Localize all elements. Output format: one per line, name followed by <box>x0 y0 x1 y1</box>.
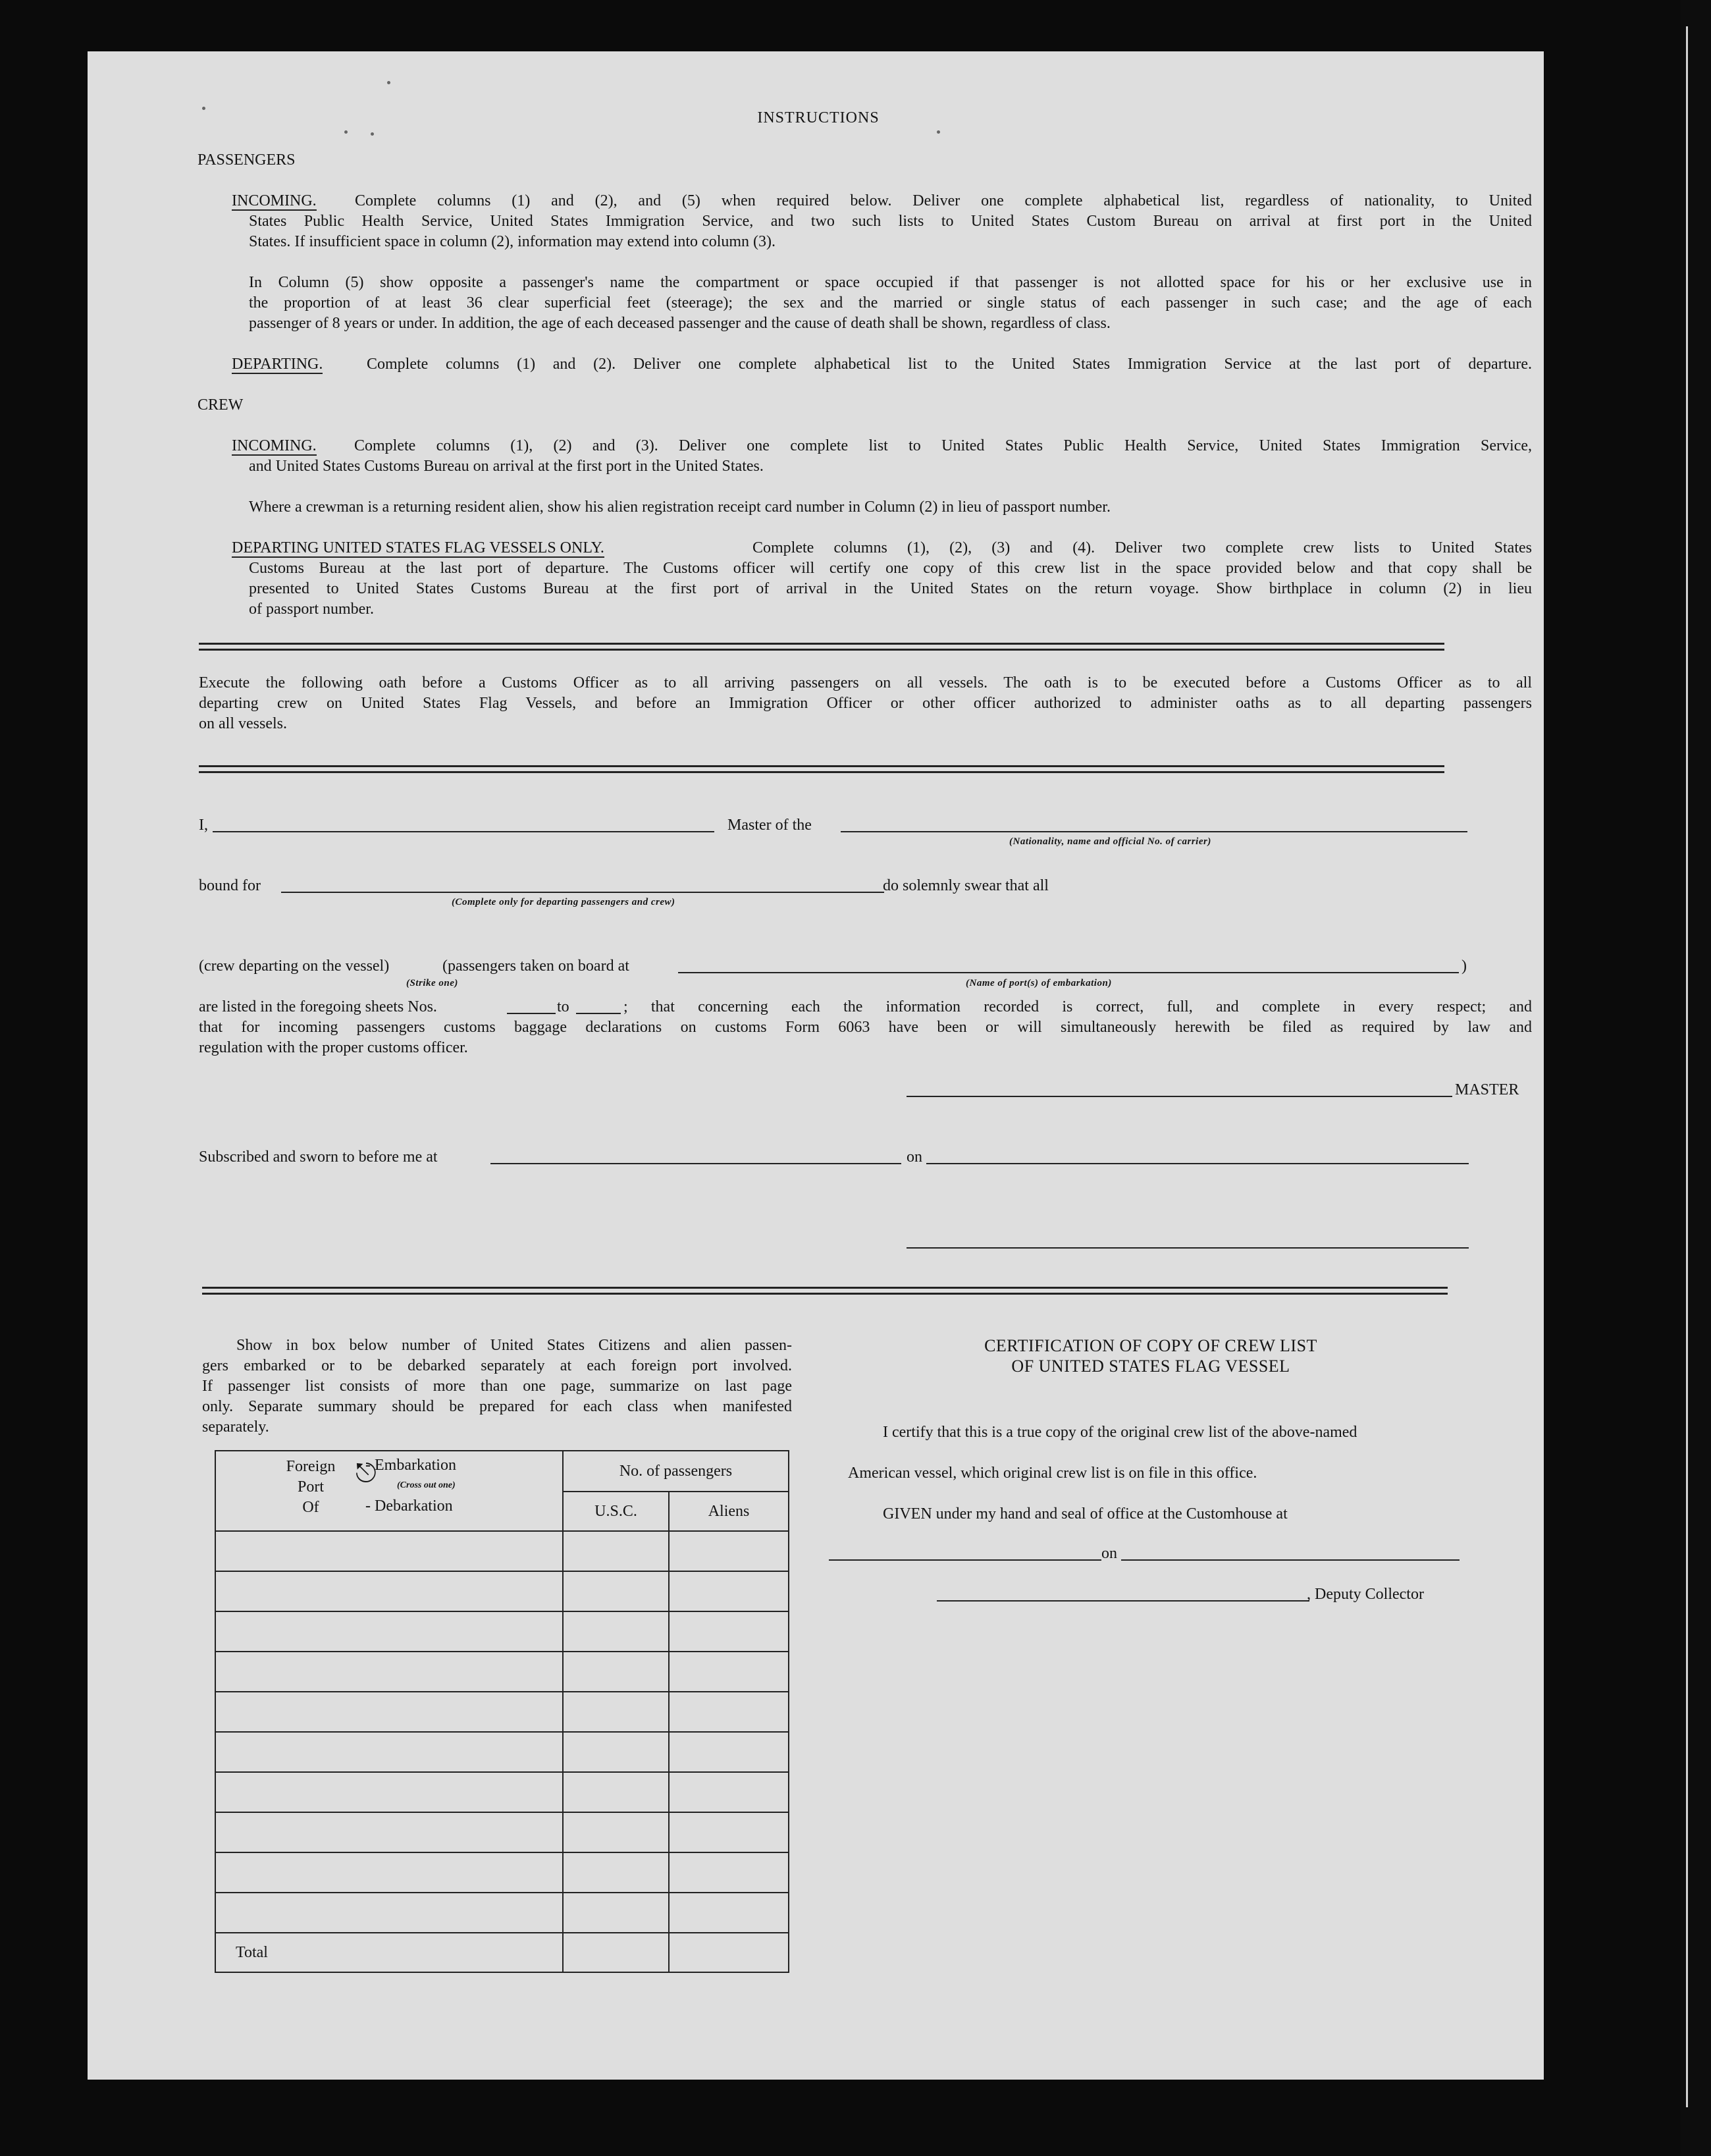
debarkation-option[interactable]: - Debarkation <box>365 1497 453 1515</box>
dust-speck <box>202 107 205 110</box>
carrier-line[interactable] <box>841 831 1467 832</box>
dust-speck <box>371 132 374 136</box>
officer-signature-line[interactable] <box>907 1247 1469 1249</box>
passenger-summary-table <box>215 1450 789 1973</box>
summary-instructions: only. Separate summary should be prepared for each class when manifested <box>202 1398 792 1415</box>
to-word: to <box>557 998 569 1015</box>
embarkation-option[interactable]: - Embarkation <box>365 1457 456 1474</box>
certification-text: GIVEN under my hand and seal of office at the Customhouse at <box>883 1505 1288 1523</box>
table-row <box>215 1893 789 1933</box>
crew-departing-option: (crew departing on the vessel) <box>199 957 390 975</box>
subscribed-text: Subscribed and sworn to before me at <box>199 1148 438 1166</box>
summary-instructions: gers embarked or to be debarked separately at each foreign port involved. <box>202 1357 792 1374</box>
certification-title: CERTIFICATION OF COPY OF CREW LIST <box>984 1336 1317 1355</box>
sworn-date-line[interactable] <box>926 1163 1469 1164</box>
film-edge-line <box>1686 26 1688 2107</box>
crew-incoming-text: Complete columns (1), (2) and (3). Deliver one complete list to United States Public Health Service, United States Immigration Service, <box>354 437 1532 454</box>
column5-text: the proportion of at least 36 clear superficial feet (steerage); the sex and the married or single status of each passenger in such case; and the age of each <box>249 294 1532 311</box>
oath-instructions: departing crew on United States Flag Vessels, and before an Immigration Officer or other officer authorized to administer oaths as to all departing passengers <box>199 695 1532 712</box>
crew-departing-text: Customs Bureau at the last port of departure. The Customs officer will certify one copy of this crew list in the space provided below and that copy shall be <box>249 560 1532 577</box>
port-cell[interactable] <box>215 1571 563 1611</box>
oath-i-label: I, <box>199 817 208 834</box>
crew-departing-label: DEPARTING UNITED STATES FLAG VESSELS ONLY. <box>232 539 604 556</box>
sworn-place-line[interactable] <box>490 1163 901 1164</box>
port-cell[interactable] <box>215 1852 563 1893</box>
sheet-from-line[interactable] <box>507 1013 556 1014</box>
double-rule <box>199 643 1444 651</box>
embarkation-port-line[interactable] <box>678 972 1459 973</box>
sheets-text: are listed in the foregoing sheets Nos. <box>199 998 437 1015</box>
port-cell[interactable] <box>215 1531 563 1571</box>
resident-alien-text: Where a crewman is a returning resident alien, show his alien registration receipt card number in Column (2) in lieu of passport number. <box>249 499 1111 516</box>
dust-speck <box>387 81 390 84</box>
usc-cell[interactable] <box>563 1772 669 1812</box>
form-page <box>88 51 1544 2080</box>
master-label: MASTER <box>1455 1081 1519 1098</box>
usc-cell[interactable] <box>563 1692 669 1732</box>
deputy-collector-label: , Deputy Collector <box>1307 1586 1424 1603</box>
table-row <box>215 1812 789 1852</box>
master-name-line[interactable] <box>213 831 714 832</box>
crew-incoming-text: and United States Customs Bureau on arrival at the first port in the United States. <box>249 458 764 475</box>
port-cell[interactable] <box>215 1732 563 1772</box>
aliens-cell[interactable] <box>669 1732 789 1772</box>
master-of-the-label: Master of the <box>727 817 812 834</box>
certification-text: I certify that this is a true copy of the original crew list of the above-named <box>883 1424 1357 1441</box>
usc-header: U.S.C. <box>563 1492 669 1531</box>
bound-for-label: bound for <box>199 877 261 894</box>
sheets-text: regulation with the proper customs officer. <box>199 1039 468 1056</box>
crew-departing-text: Complete columns (1), (2), (3) and (4). Deliver two complete crew lists to United States <box>752 539 1532 556</box>
aliens-cell[interactable] <box>669 1571 789 1611</box>
port-cell[interactable] <box>215 1652 563 1692</box>
column5-text: In Column (5) show opposite a passenger's name the compartment or space occupied if that passenger is not allotted space for his or her exclusive use in <box>249 274 1532 291</box>
no-of-passengers-header: No. of passengers <box>563 1451 789 1492</box>
master-signature-line[interactable] <box>907 1096 1452 1097</box>
passengers-departing-text: Complete columns (1) and (2). Deliver one complete alphabetical list to the United States Immigration Service at the last port of departure. <box>367 356 1532 373</box>
passengers-incoming-text: States. If insufficient space in column (2), information may extend into column (3). <box>249 233 776 250</box>
usc-cell[interactable] <box>563 1531 669 1571</box>
port-cell[interactable] <box>215 1893 563 1933</box>
customhouse-line[interactable] <box>829 1559 1101 1561</box>
port-header-cell <box>215 1451 563 1531</box>
certification-date-line[interactable] <box>1121 1559 1460 1561</box>
table-row <box>215 1652 789 1692</box>
aliens-cell[interactable] <box>669 1772 789 1812</box>
aliens-cell[interactable] <box>669 1692 789 1732</box>
sworn-on-word: on <box>907 1148 922 1166</box>
port-cell[interactable] <box>215 1692 563 1732</box>
certification-on-word: on <box>1101 1545 1117 1562</box>
table-row <box>215 1611 789 1652</box>
usc-cell[interactable] <box>563 1812 669 1852</box>
aliens-cell[interactable] <box>669 1611 789 1652</box>
column5-text: passenger of 8 years or under. In addition, the age of each deceased passenger and the cause of death shall be shown, regardless of class. <box>249 315 1111 332</box>
table-row <box>215 1732 789 1772</box>
crew-heading: CREW <box>197 396 244 414</box>
page-title: INSTRUCTIONS <box>757 109 880 126</box>
passengers-departing-label: DEPARTING. <box>232 356 323 373</box>
aliens-cell[interactable] <box>669 1652 789 1692</box>
passengers-incoming-text: States Public Health Service, United States Immigration Service, and two such lists to United States Custom Bureau on arrival at first port in the United <box>249 213 1532 230</box>
oath-instructions: Execute the following oath before a Customs Officer as to all arriving passengers on all vessels. The oath is to be executed before a Customs Officer as to all <box>199 674 1532 691</box>
aliens-header: Aliens <box>669 1492 789 1531</box>
cross-out-caption: (Cross out one) <box>397 1480 456 1490</box>
table-row <box>215 1772 789 1812</box>
table-row <box>215 1571 789 1611</box>
aliens-cell[interactable] <box>669 1893 789 1933</box>
aliens-cell[interactable] <box>669 1531 789 1571</box>
usc-cell[interactable] <box>563 1611 669 1652</box>
total-row <box>215 1933 789 1972</box>
table-row <box>215 1852 789 1893</box>
sheet-to-line[interactable] <box>576 1013 621 1014</box>
usc-cell[interactable] <box>563 1893 669 1933</box>
total-label: Total <box>215 1933 563 1972</box>
crew-departing-text: of passport number. <box>249 601 374 618</box>
crew-departing-text: presented to United States Customs Bureau at the first port of arrival in the United States on the return voyage. Show birthplace in column (2) in lieu <box>249 580 1532 597</box>
certification-title: OF UNITED STATES FLAG VESSEL <box>1011 1357 1290 1376</box>
brace-icon: ⎋ <box>355 1458 377 1488</box>
film-edge <box>1681 0 1711 2156</box>
double-rule <box>199 765 1444 773</box>
summary-instructions: If passenger list consists of more than one page, summarize on last page <box>202 1378 792 1395</box>
usc-cell[interactable] <box>563 1852 669 1893</box>
usc-total-cell[interactable] <box>563 1933 669 1972</box>
usc-cell[interactable] <box>563 1732 669 1772</box>
foreign-port-of-label: Foreign Port Of <box>286 1458 336 1516</box>
carrier-caption: (Nationality, name and official No. of carrier) <box>1009 836 1211 847</box>
port-cell[interactable] <box>215 1611 563 1652</box>
dust-speck <box>344 130 348 134</box>
passengers-heading: PASSENGERS <box>197 151 296 169</box>
port-cell[interactable] <box>215 1772 563 1812</box>
double-rule <box>202 1287 1448 1295</box>
passengers-taken-option: (passengers taken on board at <box>442 957 629 975</box>
certification-text: American vessel, which original crew list is on file in this office. <box>848 1465 1257 1482</box>
summary-instructions: separately. <box>202 1418 269 1436</box>
dust-speck <box>937 130 940 134</box>
usc-cell[interactable] <box>563 1652 669 1692</box>
table-row <box>215 1692 789 1732</box>
bound-for-line[interactable] <box>281 892 884 893</box>
oath-instructions: on all vessels. <box>199 715 287 732</box>
port-cell[interactable] <box>215 1812 563 1852</box>
aliens-cell[interactable] <box>669 1852 789 1893</box>
sheets-text: that for incoming passengers customs baggage declarations on customs Form 6063 have been or will simultaneously herewith be filed as required by law and <box>199 1019 1532 1036</box>
summary-instructions: Show in box below number of United States Citizens and alien passen- <box>236 1337 792 1354</box>
passengers-incoming-label: INCOMING. <box>232 192 317 209</box>
sheets-text: ; that concerning each the information recorded is correct, full, and complete in every respect; and <box>623 998 1532 1015</box>
table-row <box>215 1531 789 1571</box>
aliens-cell[interactable] <box>669 1812 789 1852</box>
usc-cell[interactable] <box>563 1571 669 1611</box>
strike-one-caption: (Strike one) <box>406 978 458 988</box>
embarkation-caption: (Name of port(s) of embarkation) <box>966 978 1112 988</box>
aliens-total-cell[interactable] <box>669 1933 789 1972</box>
passengers-incoming-text: Complete columns (1) and (2), and (5) when required below. Deliver one complete alphabetical list, regardless of nationality, to United <box>355 192 1532 209</box>
swear-text: do solemnly swear that all <box>883 877 1049 894</box>
crew-incoming-label: INCOMING. <box>232 437 317 454</box>
deputy-signature-line[interactable] <box>937 1600 1309 1602</box>
close-paren: ) <box>1461 957 1467 975</box>
bound-for-caption: (Complete only for departing passengers and crew) <box>452 897 675 907</box>
